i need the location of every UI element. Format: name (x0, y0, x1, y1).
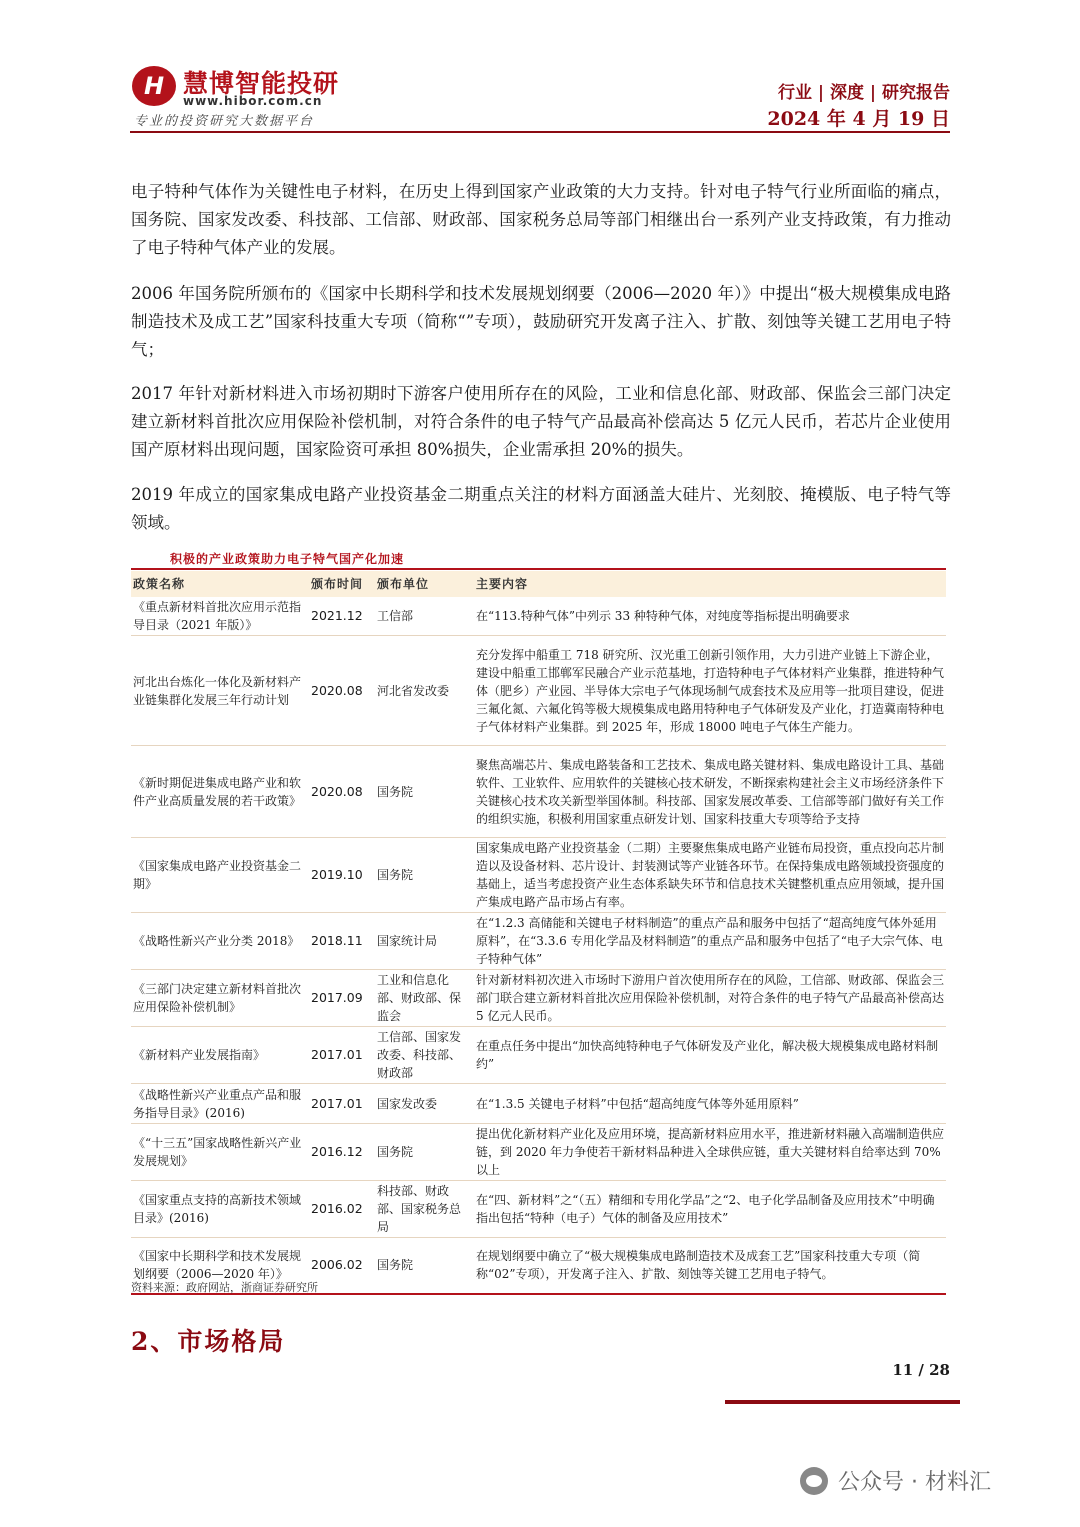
table-row (131, 636, 946, 746)
policy-content: 充分发挥中船重工 718 研究所、汉光重工创新引领作用，大力引进产业链上下游企业，建设中船重工邯郸军民融合产业示范基地，打造特种电子气体材料产业集群，推进特种气体（肥乡）产业园、半导体大宗电子气体现场制气成套技术及应用等一批项目建设，促进三氟化氮、六氟化钨等极大规模集成电路用特种电子气体研发及产业化，打造冀南特种电子气体材料产业集群。到 2025 年，形成 18000 吨电子气体生产能力。 (474, 636, 946, 746)
policy-date: 2017.01 (309, 1084, 375, 1124)
policy-issuer: 国务院 (375, 1124, 474, 1181)
page-number: 11 / 28 (892, 1361, 950, 1379)
policy-issuer: 国务院 (375, 1238, 474, 1294)
table-title: 积极的产业政策助力电子特气国产化加速 (170, 552, 405, 566)
table-row (131, 1124, 946, 1181)
table-top-rule (131, 568, 946, 570)
column-header: 主要内容 (474, 571, 946, 597)
policy-name: 《战略性新兴产业分类 2018》 (131, 913, 309, 970)
logo-url: www.hibor.com.cn (183, 94, 323, 108)
footer-divider (725, 1400, 960, 1404)
policy-content: 聚焦高端芯片、集成电路装备和工艺技术、集成电路关键材料、集成电路设计工具、基础软件、工业软件、应用软件的关键核心技术研发，不断探索构建社会主义市场经济条件下关键核心技术攻关新型举国体制。科技部、国家发展改革委、工信部等部门做好有关工作的组织实施，积极利用国家重点研发计划、国家科技重大专项等给予支持 (474, 746, 946, 838)
policy-issuer: 科技部、财政部、国家税务总局 (375, 1181, 474, 1238)
policy-date: 2019.10 (309, 838, 375, 913)
policy-content: 在规划纲要中确立了“极大规模集成电路制造技术及成套工艺”国家科技重大专项（简称“02”专项），开发离子注入、扩散、刻蚀等关键工艺用电子特气。 (474, 1238, 946, 1294)
paragraph: 电子特种气体作为关键性电子材料，在历史上得到国家产业政策的大力支持。针对电子特气行业所面临的痛点，国务院、国家发改委、科技部、工信部、财政部、国家税务总局等部门相继出台一系列产业支持政策，有力推动了电子特种气体产业的发展。 (131, 182, 951, 257)
paragraph: 2019 年成立的国家集成电路产业投资基金二期重点关注的材料方面涵盖大硅片、光刻胶、掩模版、电子特气等领域。 (131, 485, 951, 532)
policy-issuer: 工业和信息化部、财政部、保监会 (375, 970, 474, 1027)
logo-mark: H (143, 72, 165, 100)
table-row (131, 838, 946, 913)
policy-date: 2021.12 (309, 597, 375, 636)
policy-name: 《“十三五”国家战略性新兴产业发展规划》 (131, 1124, 309, 1181)
policy-content: 在“113.特种气体”中列示 33 种特种气体，对纯度等指标提出明确要求 (474, 597, 946, 636)
column-header: 政策名称 (131, 571, 309, 597)
policy-issuer: 国家统计局 (375, 913, 474, 970)
table-row (131, 1027, 946, 1084)
policy-name: 《重点新材料首批次应用示范指导目录（2021 年版）》 (131, 597, 309, 636)
paragraph: 2006 年国务院所颁布的《国家中长期科学和技术发展规划纲要（2006—2020 年）》中提出“极大规模集成电路制造技术及成工艺”国家科技重大专项（简称“”专项），鼓励研究开发离子注入、扩散、刻蚀等关键工艺用电子特气； (131, 284, 951, 359)
logo (132, 66, 176, 106)
section-title: 2、市场格局 (131, 1327, 286, 1356)
report-date: 2024 年 4 月 19 日 (767, 108, 950, 130)
header-divider (130, 131, 950, 133)
policy-date: 2016.02 (309, 1181, 375, 1238)
watermark-text: 公众号 · 材料汇 (838, 1470, 991, 1495)
policy-date: 2020.08 (309, 746, 375, 838)
table-row (131, 597, 946, 636)
table-row (131, 1084, 946, 1124)
policy-name: 《新材料产业发展指南》 (131, 1027, 309, 1084)
report-category: 行业 | 深度 | 研究报告 (777, 83, 950, 103)
watermark (800, 1465, 991, 1496)
policy-name: 《国家中长期科学和技术发展规划纲要（2006—2020 年）》 (131, 1238, 309, 1294)
table-header-row (131, 571, 946, 597)
policy-content: 提出优化新材料产业化及应用环境，提高新材料应用水平，推进新材料融入高端制造供应链，到 2020 年力争使若干新材料品种进入全球供应链，重大关键材料自给率达到 70%以上 (474, 1124, 946, 1181)
policy-date: 2018.11 (309, 913, 375, 970)
policy-content: 在“1.3.5 关键电子材料”中包括“超高纯度气体等外延用原料” (474, 1084, 946, 1124)
policy-content: 在重点任务中提出“加快高纯特种电子气体研发及产业化，解决极大规模集成电路材料制约” (474, 1027, 946, 1084)
policy-content: 针对新材料初次进入市场时下游用户首次使用所存在的风险，工信部、财政部、保监会三部门联合建立新材料首批次应用保险补偿机制，对符合条件的电子特气产品最高补偿高达 5 亿元人民币。 (474, 970, 946, 1027)
policy-issuer: 国务院 (375, 838, 474, 913)
table-row (131, 1181, 946, 1238)
policy-issuer: 工信部 (375, 597, 474, 636)
policy-name: 《新时期促进集成电路产业和软件产业高质量发展的若干政策》 (131, 746, 309, 838)
policy-issuer: 国务院 (375, 746, 474, 838)
policy-date: 2016.12 (309, 1124, 375, 1181)
source-note: 资料来源：政府网站，浙商证券研究所 (131, 1281, 318, 1294)
policy-name: 《国家重点支持的高新技术领域目录》(2016) (131, 1181, 309, 1238)
paragraph: 2017 年针对新材料进入市场初期时下游客户使用所存在的风险，工业和信息化部、财政部、保监会三部门决定建立新材料首批次应用保险补偿机制，对符合条件的电子特气产品最高补偿高达 5 亿元人民币，若芯片企业使用国产原材料出现问题，国家险资可承担 80%损失，企业需承担 20%的损失。 (131, 384, 951, 459)
column-header: 颁布单位 (375, 571, 474, 597)
wechat-icon (800, 1467, 828, 1495)
policy-name: 《国家集成电路产业投资基金二期》 (131, 838, 309, 913)
policy-issuer: 工信部、国家发改委、科技部、财政部 (375, 1027, 474, 1084)
policy-name: 《战略性新兴产业重点产品和服务指导目录》(2016) (131, 1084, 309, 1124)
logo-name: 慧博智能投研 (183, 69, 340, 98)
policy-issuer: 河北省发改委 (375, 636, 474, 746)
policy-date: 2006.02 (309, 1238, 375, 1294)
logo-slogan: 专业的投资研究大数据平台 (134, 114, 315, 129)
policy-name: 河北出台炼化一体化及新材料产业链集群化发展三年行动计划 (131, 636, 309, 746)
table-row (131, 970, 946, 1027)
table-row (131, 913, 946, 970)
policy-name: 《三部门决定建立新材料首批次应用保险补偿机制》 (131, 970, 309, 1027)
policy-content: 在“四、新材料”之“（五）精细和专用化学品”之“2、电子化学品制备及应用技术”中明确指出包括“特种（电子）气体的制备及应用技术” (474, 1181, 946, 1238)
policy-content: 国家集成电路产业投资基金（二期）主要聚焦集成电路产业链布局投资，重点投向芯片制造以及设备材料、芯片设计、封装测试等产业链各环节。在保持集成电路领域投资强度的基础上，适当考虑投资产业生态体系缺失环节和信息技术关键整机重点应用领域，提升国产集成电路产品市场占有率。 (474, 838, 946, 913)
policy-date: 2017.01 (309, 1027, 375, 1084)
table-row (131, 746, 946, 838)
column-header: 颁布时间 (309, 571, 375, 597)
policy-date: 2020.08 (309, 636, 375, 746)
policy-date: 2017.09 (309, 970, 375, 1027)
policy-issuer: 国家发改委 (375, 1084, 474, 1124)
policy-table (131, 571, 946, 1295)
policy-content: 在“1.2.3 高储能和关键电子材料制造”的重点产品和服务中包括了“超高纯度气体外延用原料”，在“3.3.6 专用化学品及材料制造”的重点产品和服务中包括了“电子大宗气体、电子特种气体” (474, 913, 946, 970)
